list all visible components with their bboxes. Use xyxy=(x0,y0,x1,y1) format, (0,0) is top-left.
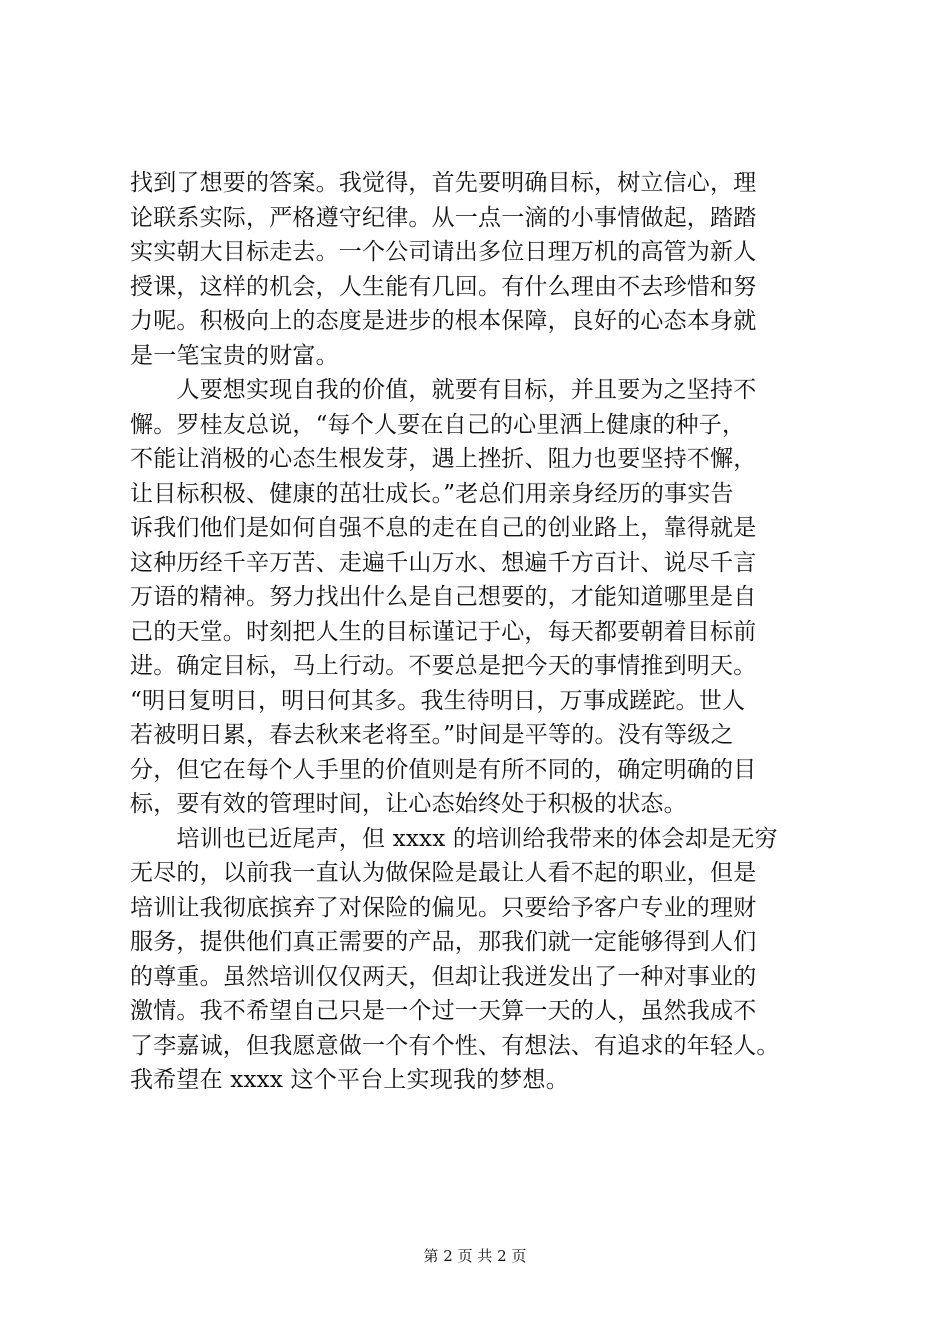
text-line: 论联系实际，严格遵守纪律。从一点一滴的小事情做起，踏踏 xyxy=(130,204,757,231)
text-line: 力呢。积极向上的态度是进步的根本保障，良好的心态本身就 xyxy=(130,308,757,334)
text-line: 己的天堂。时刻把人生的目标谨记于心，每天都要朝着目标前 xyxy=(130,618,757,645)
text-line: 授课，这样的机会，人生能有几回。有什么理由不去珍惜和努 xyxy=(130,273,757,300)
text-line: 让目标积极、健康的茁壮成长。”老总们用亲身经历的事实告 xyxy=(130,480,734,507)
text-line: 激情。我不希望自己只是一个过一天算一天的人，虽然我成不 xyxy=(130,998,757,1024)
text-line: 是一笔宝贵的财富。 xyxy=(130,342,339,369)
text-line: 诉我们他们是如何自强不息的走在自己的创业路上，靠得就是 xyxy=(130,515,757,541)
text-line: 实实朝大目标走去。一个公司请出多位日理万机的高管为新人 xyxy=(130,239,757,265)
text-line: 人要想实现自我的价值，就要有目标，并且要为之坚持不 xyxy=(130,377,757,403)
text-line: 培训也已近尾声，但 xxxx 的培训给我带来的体会却是无穷 xyxy=(130,825,778,852)
page-number-footer: 第 2 页 共 2 页 xyxy=(423,1247,527,1265)
body-text xyxy=(130,166,830,1098)
text-line: 分，但它在每个人手里的价值则是有所不同的，确定明确的目 xyxy=(130,756,757,783)
text-line: 我希望在 xxxx 这个平台上实现我的梦想。 xyxy=(130,1067,569,1093)
text-line: 这种历经千辛万苦、走遍千山万水、想遍千方百计、说尽千言 xyxy=(130,549,757,576)
text-line: 培训让我彻底摈弃了对保险的偏见。只要给予客户专业的理财 xyxy=(130,894,757,921)
text-line: 的尊重。虽然培训仅仅两天，但却让我迸发出了一种对事业的 xyxy=(130,963,757,990)
text-line: 找到了想要的答案。我觉得，首先要明确目标，树立信心，理 xyxy=(130,170,757,196)
text-line: “明日复明日，明日何其多。我生待明日，万事成蹉跎。世人 xyxy=(130,687,746,714)
text-line: 无尽的，以前我一直认为做保险是最让人看不起的职业，但是 xyxy=(130,860,757,886)
text-line: 服务，提供他们真正需要的产品，那我们就一定能够得到人们 xyxy=(130,929,757,955)
text-line: 不能让消极的心态生根发芽，遇上挫折、阻力也要坚持不懈， xyxy=(130,446,757,472)
text-line: 标，要有效的管理时间，让心态始终处于积极的状态。 xyxy=(130,791,687,817)
text-line: 懈。罗桂友总说，“每个人要在自己的心里洒上健康的种子， xyxy=(130,411,746,438)
text-line: 了李嘉诚，但我愿意做一个有个性、有想法、有追求的年轻人。 xyxy=(130,1032,780,1059)
text-line: 进。确定目标，马上行动。不要总是把今天的事情推到明天。 xyxy=(130,653,757,679)
text-line: 万语的精神。努力找出什么是自己想要的，才能知道哪里是自 xyxy=(130,584,757,610)
text-line: 若被明日累，春去秋来老将至。”时间是平等的。没有等级之 xyxy=(130,722,734,748)
